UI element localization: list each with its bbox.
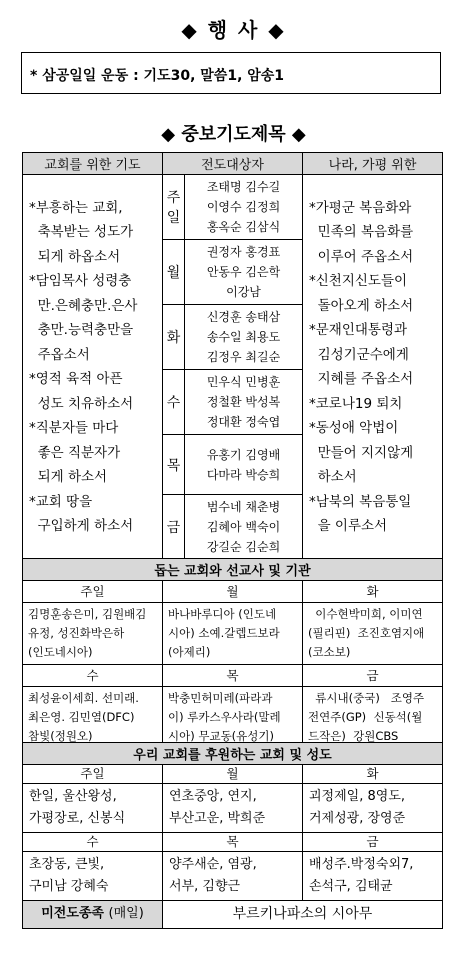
names-cell: 신경훈 송태삼 송수일 최용도 김정우 최길순 (185, 305, 303, 370)
partners-cell: 연초중앙, 연지, 부산고운, 박희준 (163, 784, 303, 833)
mission-sub: (매일) (108, 906, 144, 921)
partners-cell: 괴정제일, 8영도, 거제성광, 장영준 (303, 784, 443, 833)
partners-cell: 초장동, 큰빛, 구미남 강혜숙 (23, 852, 163, 901)
prayer-line: 김성기군수에게 (309, 346, 409, 363)
header-evangelism: 전도대상자 (163, 153, 303, 175)
support-table (22, 558, 443, 749)
prayer-line: 되게 하옵소서 (29, 248, 121, 265)
support-day: 목 (163, 665, 303, 687)
names-cell: 권정자 홍경표 안동우 김은학 이강남 (185, 240, 303, 305)
partners-day: 주일 (23, 765, 163, 784)
support-cell: 바나바루디아 (인도네 시아) 소예.갈렙드보라 (아제리) (163, 603, 303, 665)
support-title: 돕는 교회와 선교사 및 기관 (23, 559, 443, 581)
prayer-line: *남북의 복음통일 (309, 493, 412, 510)
event-section-title: ◆ 행 사 ◆ (181, 18, 286, 42)
prayer-line: 을 이루소서 (309, 518, 388, 534)
day-label: 화 (163, 305, 185, 370)
prayer-line: 주옵소서 (29, 346, 90, 363)
prayer-table (22, 152, 443, 560)
prayer-line: 구입하게 하소서 (29, 518, 134, 534)
partners-day: 금 (303, 833, 443, 852)
prayer-line: 축복받는 성도가 (29, 224, 134, 240)
prayer-line: 되게 하소서 (29, 469, 108, 485)
prayer-line: 좋은 직분자가 (29, 444, 121, 461)
prayer-line: *문재인대통령과 (309, 322, 408, 338)
header-nation: 나라, 가평 위한 (303, 153, 443, 175)
support-cell: 최성윤이세희. 선미래. 최은영. 김민열(DFC) 참빛(정원오) (23, 687, 163, 749)
support-cell: 이수현박미희, 이미연 (필리핀) 조진호염지애 (코소보) (303, 603, 443, 665)
partners-day: 월 (163, 765, 303, 784)
day-label: 금 (163, 495, 185, 560)
prayer-line: *신천지신도들이 (309, 273, 408, 289)
day-label: 주 일 (163, 175, 185, 240)
prayer-line: 성도 치유하소서 (29, 395, 134, 412)
prayer-line: *부흥하는 교회, (29, 199, 123, 216)
mission-label: 미전도종족 (41, 906, 104, 921)
support-day: 주일 (23, 581, 163, 603)
partners-table (22, 742, 443, 929)
names-cell: 민우식 민병훈 정철환 박성복 정대환 정숙엽 (185, 370, 303, 435)
mission-label-cell (23, 901, 163, 929)
support-cell: 김명훈송은미, 김원배김 유정, 성진화박은하 (인도네시아) (23, 603, 163, 665)
prayer-line: *코로나19 퇴치 (309, 395, 403, 412)
day-label: 월 (163, 240, 185, 305)
prayer-line: 충만.능력충만을 (29, 322, 134, 338)
day-label: 목 (163, 435, 185, 495)
mission-people: 부르키나파소의 시아무 (163, 901, 443, 929)
church-prayer-list (23, 175, 163, 560)
names-cell: 조태명 김수길 이영수 김정희 홍옥순 김삼식 (185, 175, 303, 240)
nation-prayer-list (303, 175, 443, 560)
day-label: 수 (163, 370, 185, 435)
support-day: 수 (23, 665, 163, 687)
prayer-line: 만.은혜충만.은사 (29, 297, 138, 314)
event-box (21, 52, 441, 94)
header-church: 교회를 위한 기도 (23, 153, 163, 175)
event-line: * 삼공일일 운동 : 기도30, 말씀1, 암송1 (30, 68, 285, 84)
prayer-line: *교회 땅을 (29, 493, 93, 510)
prayer-section-title: ◆ 중보기도제목 ◆ (161, 124, 306, 145)
prayer-line: *담임목사 성령충 (29, 273, 132, 289)
prayer-line: 민족의 복음화를 (309, 224, 414, 240)
prayer-line: *동성애 악법이 (309, 420, 399, 436)
prayer-line: 지혜를 주옵소서 (309, 371, 414, 387)
prayer-line: *직분자들 마다 (29, 420, 119, 436)
names-cell: 범수네 채춘병 김혜아 백숙이 강길순 김순희 (185, 495, 303, 560)
partners-day: 화 (303, 765, 443, 784)
prayer-line: 이루어 주옵소서 (309, 248, 414, 265)
partners-day: 목 (163, 833, 303, 852)
support-day: 월 (163, 581, 303, 603)
partners-cell: 배성주.박정숙외7, 손석구, 김태균 (303, 852, 443, 901)
support-day: 화 (303, 581, 443, 603)
prayer-line: *가평군 복음화와 (309, 199, 412, 216)
partners-day: 수 (23, 833, 163, 852)
partners-cell: 한일, 울산왕성, 가평장로, 신봉식 (23, 784, 163, 833)
support-cell: 박충민허미레(파라과 이) 루카스우사라(말레 시아) 무교동(유성기) (163, 687, 303, 749)
prayer-line: 만들어 지지않게 (309, 444, 414, 461)
prayer-line: *영적 육적 아픈 (29, 371, 123, 387)
partners-cell: 양주새순, 염광, 서부, 김향근 (163, 852, 303, 901)
support-day: 금 (303, 665, 443, 687)
partners-title: 우리 교회를 후원하는 교회 및 성도 (23, 743, 443, 765)
support-cell: 류시내(중국) 조영주 전연주(GP) 신동석(월 드작은) 강원CBS (303, 687, 443, 749)
prayer-line: 하소서 (309, 469, 357, 485)
names-cell: 유홍기 김영배 다마라 박승희 (185, 435, 303, 495)
prayer-line: 돌아오게 하소서 (309, 297, 414, 314)
